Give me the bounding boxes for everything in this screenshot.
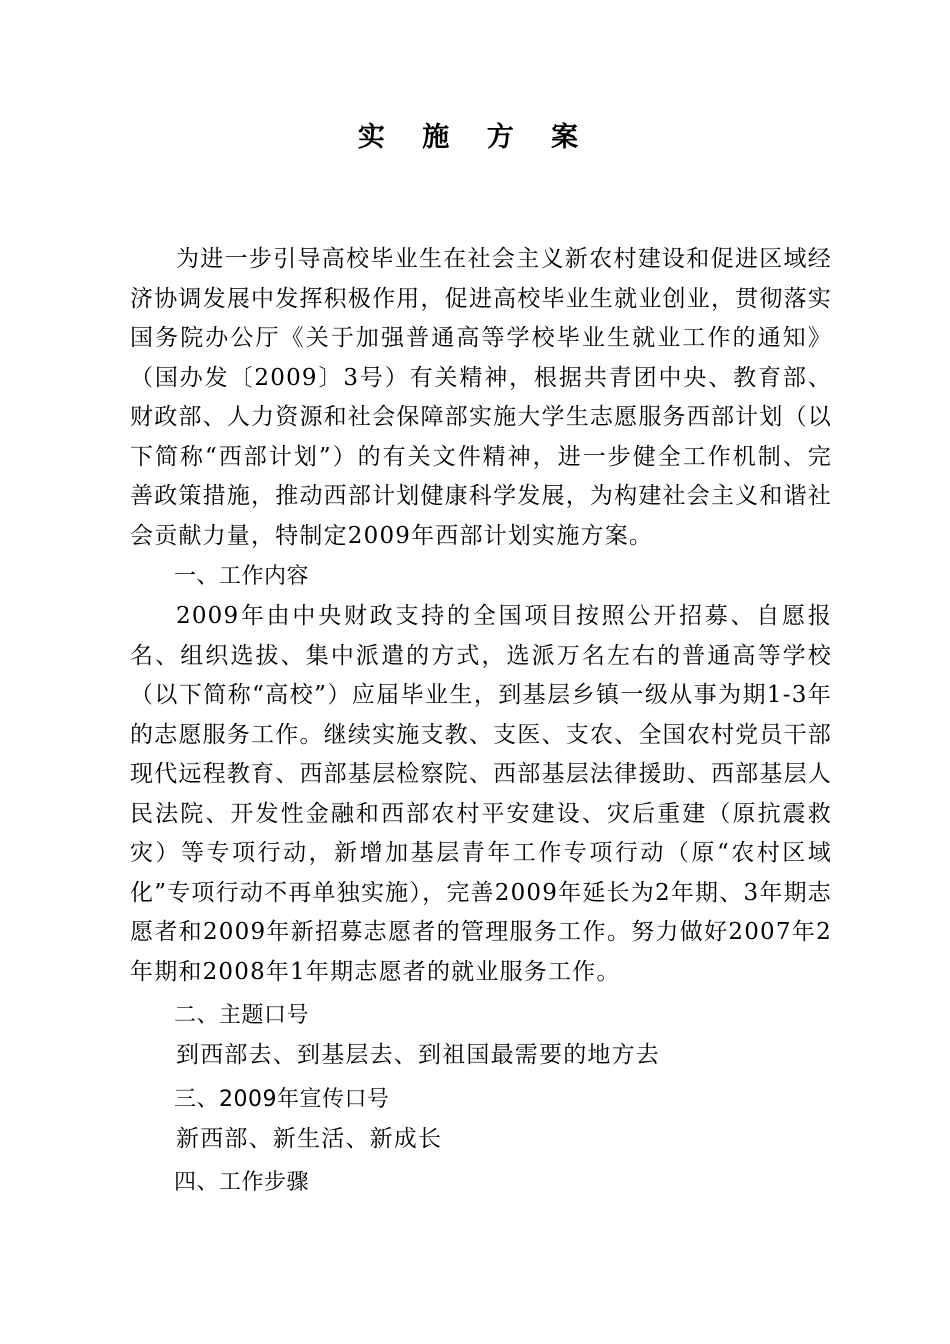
section-heading-work-steps: 四、工作步骤 [174, 1170, 310, 1195]
section-paragraph-publicity-slogan: 新西部、新生活、新成长 [176, 1125, 443, 1152]
section-paragraph-theme-slogan: 到西部去、到基层去、到祖国最需要的地方去 [176, 1042, 660, 1068]
document-title: 实 施 方 案 [357, 122, 593, 153]
intro-paragraph: 为进一步引导高校毕业生在社会主义新农村建设和促进区域经济协调发展中发挥积极作用，促进高校毕业生就业创业，贯彻落实国务院办公厅《关于加强普通高等学校毕业生就业工作的通知》（国办发〔2009〕3号）有关精神，根据共青团中央、教育部、财政部、人力资源和社会保障部实施大学生志愿服务西部计划（以下简称“西部计划”）的有关文件精神，进一步健全工作机制、完善政策措施，推动西部计划健康科学发展，为构建社会主义和谐社会贡献力量，特制定2009年西部计划实施方案。 [130, 246, 832, 549]
section-heading-work-content: 一、工作内容 [174, 564, 310, 589]
section-heading-publicity-slogan: 三、2009年宣传口号 [174, 1086, 390, 1112]
document-body [130, 240, 832, 1203]
section-paragraph-work-content: 2009年由中央财政支持的全国项目按照公开招募、自愿报名、组织选拔、集中派遣的方式，选派万名左右的普通高等学校（以下简称“高校”）应届毕业生，到基层乡镇一级从事为期1-3年的志愿服务工作。继续实施支教、支医、支农、全国农村党员干部现代远程教育、西部基层检察院、西部基层法律援助、西部基层人民法院、开发性金融和西部农村平安建设、灾后重建（原抗震救灾）等专项行动，新增加基层青年工作专项行动（原“农村区域化”专项行动不再单独实施），完善2009年延长为2年期、3年期志愿者和2009年新招募志愿者的管理服务工作。努力做好2007年2年期和2008年1年期志愿者的就业服务工作。 [130, 603, 832, 985]
section-heading-theme-slogan: 二、主题口号 [174, 1003, 310, 1028]
